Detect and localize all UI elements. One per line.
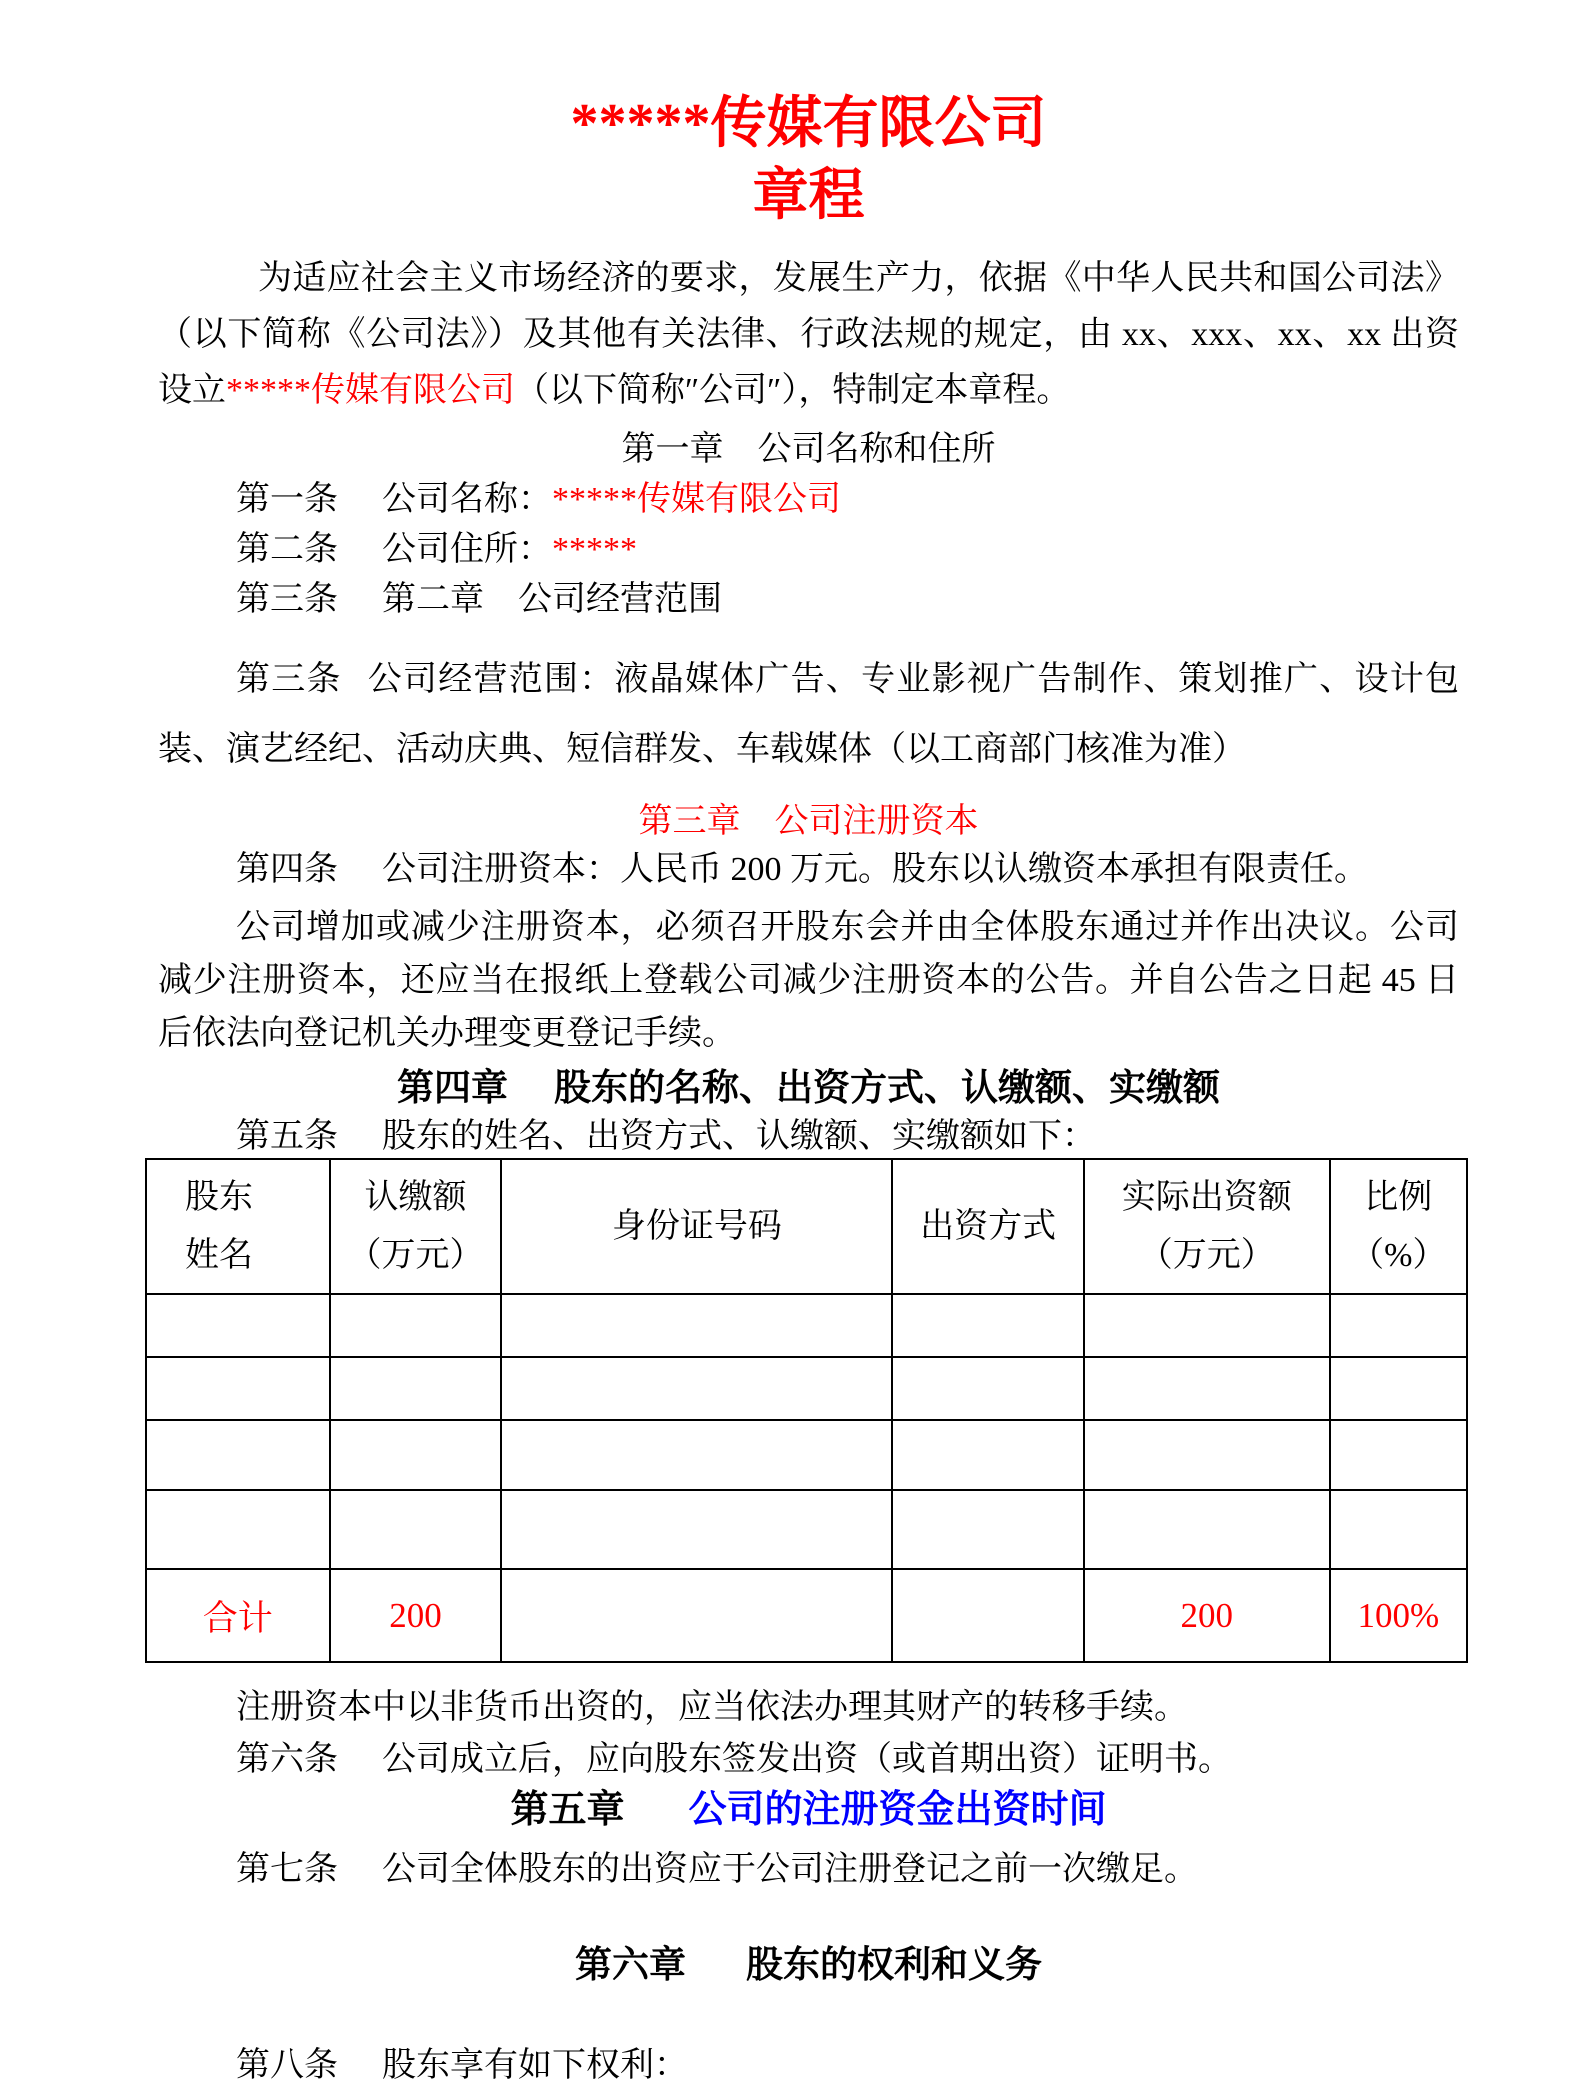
chapter1-heading: 第一章 公司名称和住所 bbox=[621, 431, 996, 468]
capital-change-paragraph: 公司增加或减少注册资本，必须召开股东会并由全体股东通过并作出决议。公司减少注册资本，还应当在报纸上登载公司减少注册资本的公告。并自公告之日起 45 日后依法向登记机关办理变更登记手续。 bbox=[158, 909, 1459, 1052]
empty-cell bbox=[146, 1294, 330, 1357]
article-8-label: 第八条 bbox=[236, 2047, 338, 2084]
empty-cell bbox=[330, 1294, 502, 1357]
chapter4-label: 第四章 bbox=[397, 1068, 508, 1109]
table-empty-row bbox=[146, 1420, 1467, 1490]
table-empty-row bbox=[146, 1357, 1467, 1420]
total-actual-amount: 200 bbox=[1084, 1569, 1330, 1662]
article-1-text: 公司名称： bbox=[382, 481, 552, 518]
empty-cell bbox=[501, 1420, 892, 1490]
empty-cell bbox=[501, 1357, 892, 1420]
empty-cell bbox=[1084, 1294, 1330, 1357]
intro-text-after: （以下简称″公司″），特制定本章程。 bbox=[515, 372, 1071, 409]
empty-cell bbox=[146, 1357, 330, 1420]
shareholder-table bbox=[145, 1158, 1468, 1663]
article-4 bbox=[158, 847, 1459, 893]
empty-cell bbox=[330, 1357, 502, 1420]
article-8 bbox=[158, 2043, 1459, 2089]
header-ratio: 比例 （%） bbox=[1330, 1159, 1467, 1294]
chapter4-heading bbox=[158, 1064, 1459, 1114]
empty-rows-body bbox=[146, 1294, 1467, 1569]
empty-cell bbox=[146, 1420, 330, 1490]
table-empty-row bbox=[146, 1294, 1467, 1357]
article-5 bbox=[158, 1116, 1459, 1158]
table-total-row bbox=[146, 1569, 1467, 1662]
doc-subtitle: 章程 bbox=[752, 165, 865, 227]
header-actual-amount: 实际出资额 （万元） bbox=[1084, 1159, 1330, 1294]
empty-cell bbox=[1330, 1294, 1467, 1357]
doc-title: *****传媒有限公司 bbox=[570, 93, 1047, 155]
empty-cell bbox=[1084, 1420, 1330, 1490]
intro-company-name: *****传媒有限公司 bbox=[226, 372, 515, 409]
article-1 bbox=[158, 477, 1459, 523]
empty-cell bbox=[330, 1490, 502, 1569]
total-subscribed-amount: 200 bbox=[330, 1569, 502, 1662]
chapter6-heading bbox=[158, 1941, 1459, 1991]
article-7-label: 第七条 bbox=[236, 1851, 338, 1888]
intro-text-before: 为适应社会主义市场经济的要求，发展生产力，依据《中华人民共和国公司法》（以下简称《公司法》）及其他有关法律、行政法规的规定，由 xx、xxx、xx、xx 出资设立 bbox=[158, 260, 1459, 409]
empty-cell bbox=[501, 1294, 892, 1357]
total-method bbox=[892, 1569, 1084, 1662]
chapter6-title: 股东的权利和义务 bbox=[746, 1945, 1042, 1986]
article-1-label: 第一条 bbox=[236, 481, 338, 518]
article-5-text: 股东的姓名、出资方式、认缴额、实缴额如下： bbox=[382, 1118, 1096, 1155]
table-header-row bbox=[146, 1159, 1467, 1294]
empty-cell bbox=[1330, 1420, 1467, 1490]
empty-cell bbox=[1330, 1490, 1467, 1569]
article-5-label: 第五条 bbox=[236, 1118, 338, 1155]
article-4-text: 公司注册资本：人民币 200 万元。股东以认缴资本承担有限责任。 bbox=[382, 851, 1368, 888]
chapter5-label: 第五章 bbox=[510, 1789, 625, 1831]
chapter3-heading: 第三章 公司注册资本 bbox=[638, 803, 979, 840]
total-label: 合计 bbox=[146, 1569, 330, 1662]
empty-cell bbox=[1330, 1357, 1467, 1420]
empty-cell bbox=[1084, 1490, 1330, 1569]
article-6-label: 第六条 bbox=[236, 1741, 338, 1778]
article-6 bbox=[158, 1737, 1459, 1783]
total-id-number bbox=[501, 1569, 892, 1662]
article-3-paragraph bbox=[158, 645, 1459, 785]
empty-cell bbox=[146, 1490, 330, 1569]
intro-paragraph bbox=[158, 251, 1459, 419]
table-empty-row bbox=[146, 1490, 1467, 1569]
article-2-label: 第二条 bbox=[236, 531, 338, 568]
empty-cell bbox=[330, 1420, 502, 1490]
article-3-chapter-line bbox=[158, 577, 1459, 623]
article-7 bbox=[158, 1847, 1459, 1893]
non-monetary-paragraph: 注册资本中以非货币出资的，应当依法办理其财产的转移手续。 bbox=[236, 1689, 1188, 1726]
article-8-text: 股东享有如下权利： bbox=[382, 2047, 688, 2084]
article-4-label: 第四条 bbox=[236, 851, 338, 888]
article-2-address: ***** bbox=[552, 531, 637, 568]
empty-cell bbox=[501, 1490, 892, 1569]
chapter5-heading bbox=[158, 1785, 1459, 1835]
chapter4-title: 股东的名称、出资方式、认缴额、实缴额 bbox=[554, 1068, 1220, 1109]
header-id-number: 身份证号码 bbox=[501, 1159, 892, 1294]
header-contribution-method: 出资方式 bbox=[892, 1159, 1084, 1294]
article-3-chapter-label: 第三条 bbox=[236, 581, 338, 618]
document-content bbox=[0, 95, 1587, 2089]
empty-cell bbox=[892, 1357, 1084, 1420]
empty-cell bbox=[1084, 1357, 1330, 1420]
article-6-text: 公司成立后，应向股东签发出资（或首期出资）证明书。 bbox=[382, 1741, 1232, 1778]
article-3-chapter-text: 第二章 公司经营范围 bbox=[382, 581, 722, 618]
article-3-label: 第三条 bbox=[236, 661, 342, 698]
chapter6-label: 第六章 bbox=[575, 1945, 686, 1986]
empty-cell bbox=[892, 1490, 1084, 1569]
article-2-text: 公司住所： bbox=[382, 531, 552, 568]
chapter5-title: 公司的注册资金出资时间 bbox=[688, 1789, 1107, 1831]
empty-cell bbox=[892, 1420, 1084, 1490]
header-shareholder-name: 股东 姓名 bbox=[146, 1159, 330, 1294]
header-subscribed-amount: 认缴额 （万元） bbox=[330, 1159, 502, 1294]
article-3-text: 公司经营范围：液晶媒体广告、专业影视广告制作、策划推广、设计包装、演艺经纪、活动庆典、短信群发、车载媒体（以工商部门核准为准） bbox=[158, 661, 1460, 768]
article-7-text: 公司全体股东的出资应于公司注册登记之前一次缴足。 bbox=[382, 1851, 1198, 1888]
article-1-company-name: *****传媒有限公司 bbox=[552, 481, 841, 518]
article-2 bbox=[158, 527, 1459, 573]
total-ratio: 100% bbox=[1330, 1569, 1467, 1662]
empty-cell bbox=[892, 1294, 1084, 1357]
